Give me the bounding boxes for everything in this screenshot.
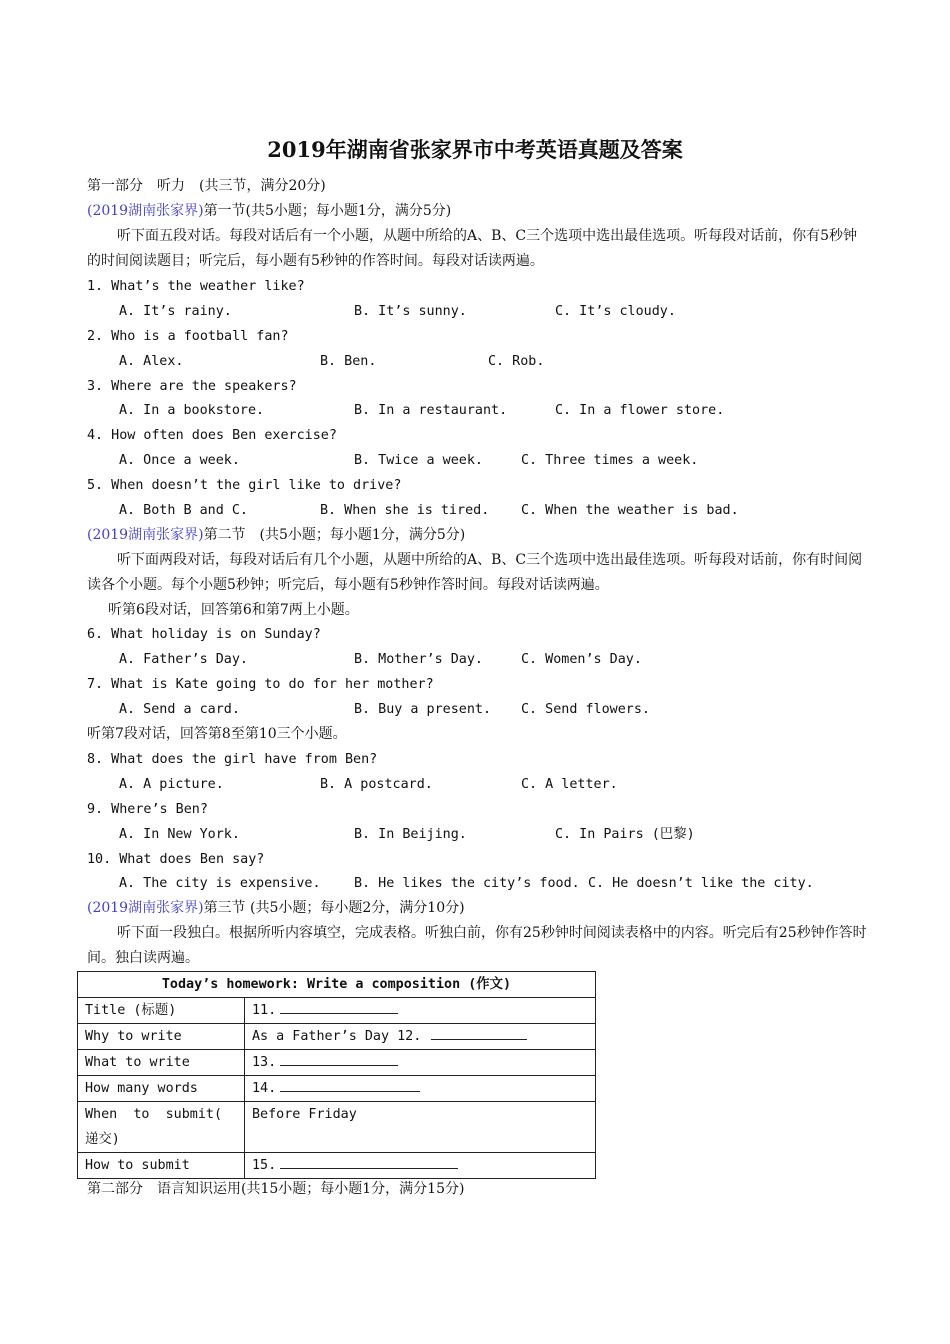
page-title: 2019年湖南省张家界市中考英语真题及答案: [267, 137, 683, 162]
dialogue-7-instruction: 听第7段对话，回答第8至第10三个小题。: [87, 726, 347, 742]
q1-option-c: C. It’s cloudy.: [555, 304, 676, 319]
q6-option-a: A. Father’s Day.: [119, 652, 248, 667]
answer-blank-15[interactable]: [280, 1154, 458, 1169]
q7-option-c: C. Send flowers.: [521, 702, 650, 717]
row-value: [245, 1050, 596, 1076]
q7-option-a: A. Send a card.: [119, 702, 240, 717]
q2-option-c: C. Rob.: [488, 354, 545, 369]
question-2: 2. Who is a football fan?: [87, 329, 289, 344]
question-6: 6. What holiday is on Sunday?: [87, 627, 321, 642]
q3-option-a: A. In a bookstore.: [119, 403, 265, 418]
q9-option-a: A. In New York.: [119, 827, 240, 842]
q2-option-a: A. Alex.: [119, 354, 184, 369]
homework-table: [77, 971, 596, 1179]
answer-blank-14[interactable]: [280, 1077, 420, 1092]
table-row: [78, 998, 596, 1024]
question-1: 1. What’s the weather like?: [87, 279, 305, 294]
q5-option-b: B. When she is tired.: [320, 503, 490, 518]
q1-option-a: A. It’s rainy.: [119, 304, 232, 319]
question-8: 8. What does the girl have from Ben?: [87, 752, 378, 767]
question-10: 10. What does Ben say?: [87, 852, 265, 867]
q4-option-a: A. Once a week.: [119, 453, 240, 468]
q6-option-c: C. Women’s Day.: [521, 652, 642, 667]
table-row: [78, 1102, 596, 1153]
q5-option-c: C. When the weather is bad.: [521, 503, 739, 518]
row-value: [245, 998, 596, 1024]
row-label: How to submit: [78, 1153, 245, 1179]
q3-option-b: B. In a restaurant.: [354, 403, 508, 418]
q7-option-b: B. Buy a present.: [354, 702, 492, 717]
table-header: Today’s homework: Write a composition (作文): [78, 972, 596, 998]
q10-option-b: B. He likes the city’s food.: [354, 876, 580, 891]
question-5: 5. When doesn’t the girl like to drive?: [87, 478, 402, 493]
part1-heading: 第一部分 听力 (共三节，满分20分): [87, 178, 326, 194]
blank-number: 11.: [252, 1003, 277, 1018]
q8-option-c: C. A letter.: [521, 777, 618, 792]
dialogue-6-instruction: 听第6段对话，回答第6和第7两上小题。: [108, 602, 359, 618]
q8-option-b: B. A postcard.: [320, 777, 433, 792]
question-4: 4. How often does Ben exercise?: [87, 428, 337, 443]
section1-instruction: 听下面五段对话。每段对话后有一个小题，从题中所给的A、B、C三个选项中选出最佳选项。听每段对话前，你有5秒钟的时间阅读题目；听完后，每小题有5秒钟的作答时间。每段对话读两遍。: [87, 228, 858, 269]
source-tag: (2019湖南张家界): [87, 900, 204, 916]
section2-heading: [87, 523, 465, 548]
section3-heading: [87, 896, 465, 921]
part2-heading: 第二部分 语言知识运用(共15小题；每小题1分，满分15分): [87, 1181, 465, 1197]
blank-number: 14.: [252, 1081, 277, 1096]
row-value: [245, 1024, 596, 1050]
question-7: 7. What is Kate going to do for her mother?: [87, 677, 434, 692]
row-label: Title (标题): [78, 998, 245, 1024]
row-value: [245, 1153, 596, 1179]
q8-option-a: A. A picture.: [119, 777, 224, 792]
question-3: 3. Where are the speakers?: [87, 379, 297, 394]
blank-number: 15.: [252, 1158, 277, 1173]
table-row: [78, 1050, 596, 1076]
q6-option-b: B. Mother’s Day.: [354, 652, 483, 667]
answer-blank-13[interactable]: [280, 1051, 398, 1066]
answer-blank-11[interactable]: [280, 999, 398, 1014]
question-9: 9. Where’s Ben?: [87, 802, 208, 817]
section-title: 第二节 (共5小题；每小题1分，满分5分): [203, 527, 466, 543]
table-row: [78, 1024, 596, 1050]
q3-option-c: C. In a flower store.: [555, 403, 725, 418]
q9-option-c: C. In Pairs (巴黎): [555, 827, 695, 842]
section3-instruction: 听下面一段独白。根据所听内容填空，完成表格。听独白前，你有25秒钟时间阅读表格中的内容。听完后有25秒钟作答时间。独白读两遍。: [87, 925, 867, 966]
table-row: [78, 1153, 596, 1179]
table-row: [78, 1076, 596, 1102]
q1-option-b: B. It’s sunny.: [354, 304, 467, 319]
row-value: Before Friday: [245, 1102, 596, 1153]
q10-option-c: C. He doesn’t like the city.: [588, 876, 814, 891]
q10-option-a: A. The city is expensive.: [119, 876, 321, 891]
blank-number: 13.: [252, 1055, 277, 1070]
q5-option-a: A. Both B and C.: [119, 503, 248, 518]
section1-heading: [87, 199, 451, 224]
table-header-row: [78, 972, 596, 998]
q4-option-b: B. Twice a week.: [354, 453, 483, 468]
q2-option-b: B. Ben.: [320, 354, 377, 369]
blank-number: As a Father’s Day 12.: [252, 1029, 422, 1044]
section-title: 第三节 (共5小题；每小题2分，满分10分): [203, 900, 465, 916]
row-label: What to write: [78, 1050, 245, 1076]
section-title: 第一节(共5小题；每小题1分，满分5分): [203, 203, 452, 219]
row-label: How many words: [78, 1076, 245, 1102]
row-value: [245, 1076, 596, 1102]
answer-blank-12[interactable]: [431, 1025, 527, 1040]
row-label: When to submit( 递交): [78, 1102, 245, 1153]
source-tag: (2019湖南张家界): [87, 527, 204, 543]
q9-option-b: B. In Beijing.: [354, 827, 467, 842]
row-label: Why to write: [78, 1024, 245, 1050]
section2-instruction: 听下面两段对话，每段对话后有几个小题，从题中所给的A、B、C三个选项中选出最佳选项。听每段对话前，你有时间阅读各个小题。每个小题5秒钟；听完后，每小题有5秒钟作答时间。每段对话读两遍。: [87, 552, 863, 593]
source-tag: (2019湖南张家界): [87, 203, 204, 219]
q4-option-c: C. Three times a week.: [521, 453, 699, 468]
